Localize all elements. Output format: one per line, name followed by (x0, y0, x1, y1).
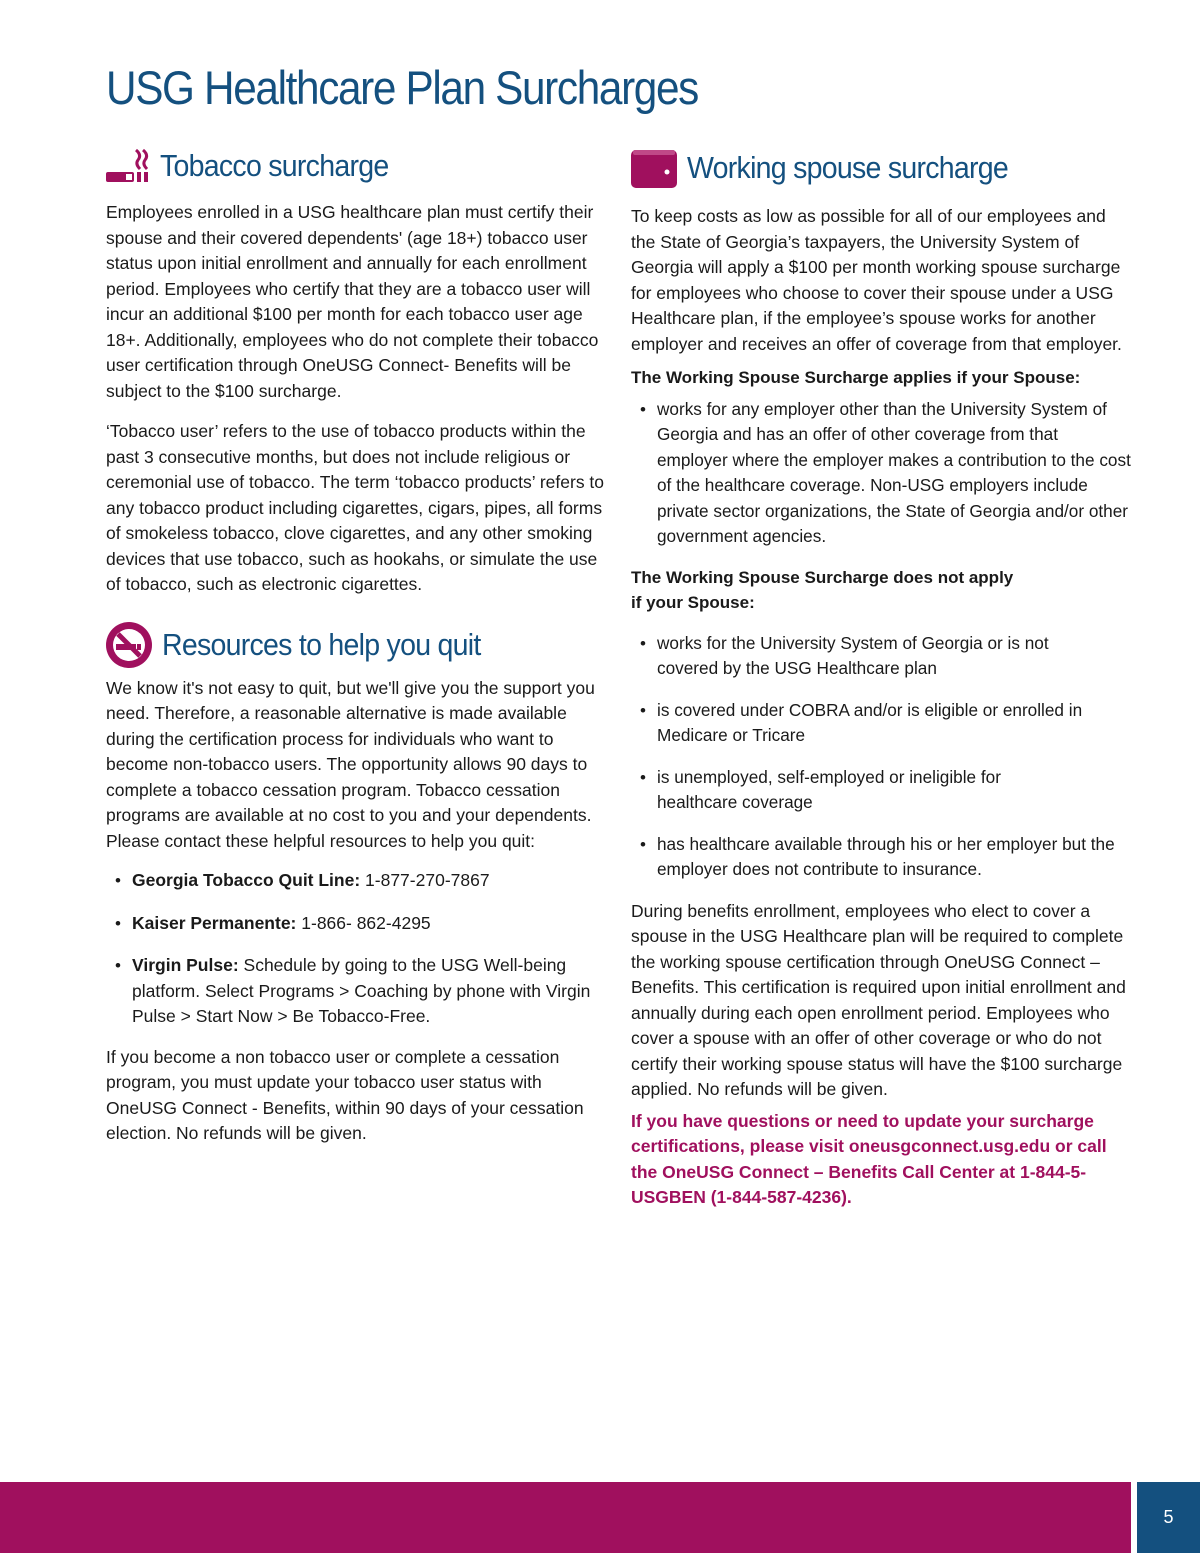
applies-heading: The Working Spouse Surcharge applies if your Spouse: (631, 368, 1081, 387)
smoking-icon (106, 148, 150, 184)
not-apply-heading-line-1: The Working Spouse Surcharge does not apply (631, 567, 1014, 587)
resources-heading-text: Resources to help you quit (162, 626, 481, 662)
tobacco-paragraph-1: Employees enrolled in a USG healthcare plan must certify their spouse and their covered dependents' (age 18+) tobacco user status upon initial enrollment and annually for each enrollment period. Employees who certify that they are a tobacco user will incur an additional $100 per month for each tobacco user age 18+. Additionally, employees who do not complete their tobacco user certification through OneUSG Connect- Benefits will be subject to the $100 surcharge. (106, 202, 599, 401)
resource-value: 1-866- 862-4295 (296, 912, 431, 933)
tobacco-paragraph-2: ‘Tobacco user’ refers to the use of tobacco products within the past 3 consecutive months, but does not include religious or ceremonial use of tobacco. The term ‘tobacco products’ refers to any tobacco product including cigarettes, cigars, pipes, all forms of smokeless tobacco, clove cigarettes, and any other smoking devices that use tobacco, such as hookahs, or simulate the use of tobacco, such as electronic cigarettes. (106, 421, 605, 594)
spouse-paragraph-2: During benefits enrollment, employees who elect to cover a spouse in the USG Healthcare plan will be required to complete the working spouse certification through OneUSG Connect – Benefits. This certification is required upon initial enrollment and annually during each open enrollment period. Employees who cover a spouse with an offer of other coverage or who do not certify their working spouse status will have the $100 surcharge applied. No refunds will be given. (631, 900, 1126, 1099)
list-item: • is covered under COBRA and/or is eligible or enrolled in Medicare or Tricare (631, 698, 1117, 749)
spouse-paragraph-1: To keep costs as low as possible for all of our employees and the State of Georgia’s taxpayers, the University System of Georgia will apply a $100 per month working spouse surcharge for employees who choose to cover their spouse under a USG Healthcare plan, if the employee’s spouse works for another employer and receives an offer of coverage from that employer. (631, 206, 1122, 354)
tobacco-heading (106, 148, 606, 184)
resources-list (106, 868, 606, 1030)
page-title: USG Healthcare Plan Surcharges (106, 61, 698, 114)
no-smoking-icon (106, 622, 152, 668)
list-item: • is unemployed, self-employed or ineligible for healthcare coverage (631, 765, 1057, 816)
applies-list (631, 397, 1131, 550)
footer-bar (0, 1482, 1131, 1553)
not-apply-heading-line-2: if your Spouse: (631, 593, 755, 612)
list-item (106, 911, 606, 937)
contact-note: If you have questions or need to update your surcharge certifications, please visit oneusgconnect.usg.edu or call the OneUSG Connect – Benefits Call Center at 1-844-5-USGBEN (1-844-587-4236). (631, 1110, 1107, 1207)
list-item: • works for the University System of Georgia or is not covered by the USG Healthcare plan (631, 631, 1077, 682)
list-item: • has healthcare available through his or her employer but the employer does not contribute to insurance. (631, 832, 1127, 883)
resource-label: Virgin Pulse: (132, 955, 239, 975)
spouse-heading-text: Working spouse surcharge (687, 150, 1009, 185)
list-item: • works for any employer other than the University System of Georgia and has an offer of other coverage from that employer where the employer makes a contribution to the cost of the healthcare coverage. Non-USG employers include private sector organizations, the State of Georgia and/or other government agencies. (631, 397, 1131, 550)
resources-heading (106, 622, 606, 668)
list-item (106, 953, 606, 1030)
resources-paragraph-2: If you become a non tobacco user or complete a cessation program, you must update your tobacco user status with OneUSG Connect - Benefits, within 90 days of your cessation election. No refunds will be given. (106, 1046, 584, 1143)
left-column (106, 148, 606, 1147)
tobacco-heading-text: Tobacco surcharge (160, 148, 389, 183)
spouse-heading (631, 148, 1131, 188)
resource-label: Kaiser Permanente: (132, 912, 297, 933)
not-apply-list (631, 631, 1131, 883)
wallet-icon (631, 148, 677, 188)
resource-label: Georgia Tobacco Quit Line: (132, 870, 361, 890)
not-apply-heading (631, 565, 1131, 616)
resources-paragraph-1: We know it's not easy to quit, but we'll give you the support you need. Therefore, a reasonable alternative is made available during the certification process for individuals who want to become non-tobacco users. The opportunity allows 90 days to complete a tobacco cessation program. Tobacco cessation programs are available at no cost to you and your dependents. Please contact these helpful resources to help you quit: (106, 677, 595, 851)
resource-value: 1-877-270-7867 (360, 870, 490, 890)
resource-value: Schedule by going to the USG Well-being platform. Select Programs > Coaching by phone with Virgin Pulse > Start Now > Be Tobacco-Free. (132, 955, 591, 1026)
page-number: 5 (1137, 1482, 1200, 1553)
list-item (106, 868, 606, 894)
right-column (631, 148, 1131, 1211)
